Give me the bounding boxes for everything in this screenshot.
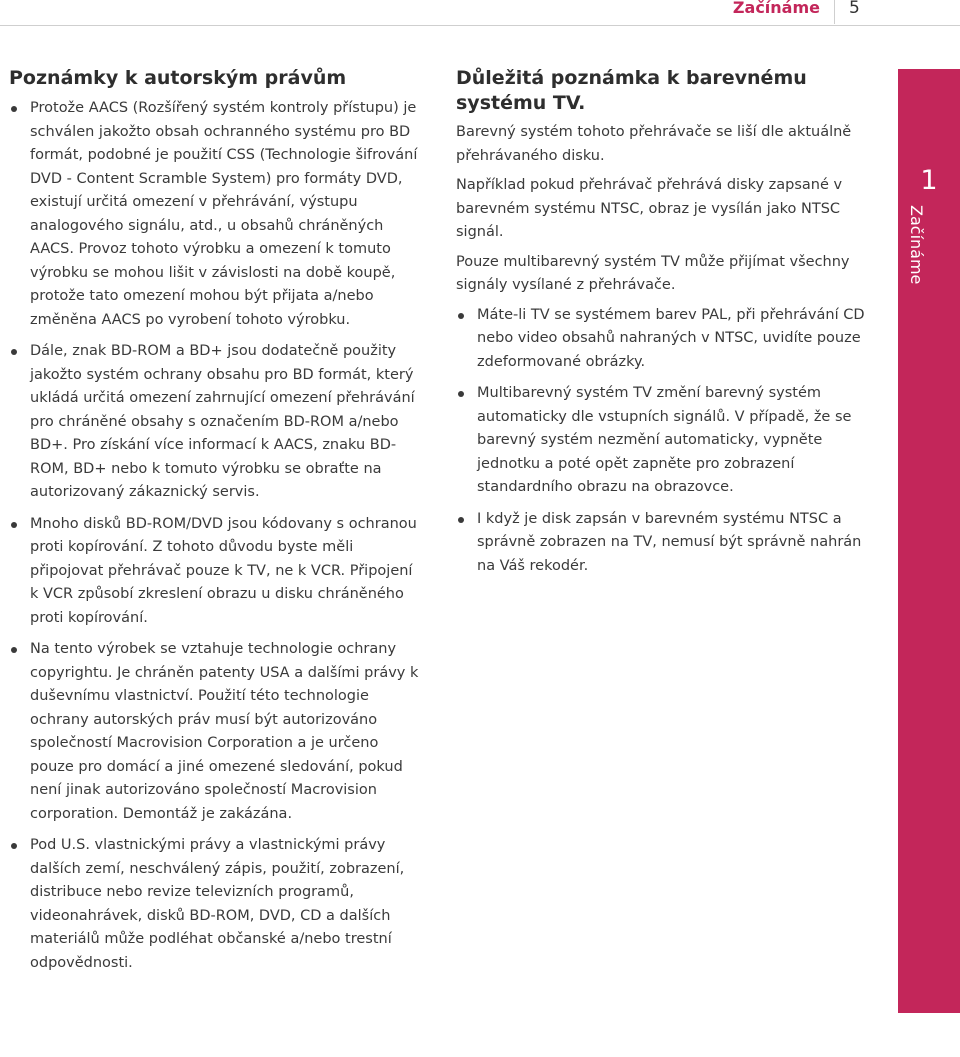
header-section-title: Začínáme [732, 0, 820, 17]
chapter-number: 1 [920, 165, 938, 196]
header-rule [0, 25, 960, 26]
list-item: Na tento výrobek se vztahuje technologie ochrany copyrightu. Je chráněn patenty USA a dalšími právy k duševnímu vlastnictví. Použití této technologie ochrany autorských práv musí být autorizováno společností Macrovision Corporation a je určeno pouze pro domácí a jiné omezené sledování, pokud není jinak autorizováno společností Macrovision corporation. Demontáž je zakázána. [9, 638, 421, 826]
tv-color-system-list [456, 304, 868, 579]
list-item: Pod U.S. vlastnickými právy a vlastnickými právy dalších zemí, neschválený zápis, použití, zobrazení, distribuce nebo revize televizních programů, videonahrávek, disků BD-ROM, DVD, CD a dalších materiálů může podléhat občanské a/nebo trestní odpovědnosti. [9, 834, 421, 975]
list-item: Dále, znak BD-ROM a BD+ jsou dodatečně použity jakožto systém ochrany obsahu pro BD formát, který ukládá určitá omezení zahrnující omezení přehrávání pro chráněné obsahy s označením BD-ROM a/nebo BD+. Pro získání více informací k AACS, znaku BD-ROM, BD+ nebo k tomuto výrobku se obraťte na autorizovaný zákaznický servis. [9, 340, 421, 505]
chapter-label: Začínáme [907, 205, 926, 285]
list-item: Máte-li TV se systémem barev PAL, při přehrávání CD nebo video obsahů nahraných v NTSC, uvidíte pouze zdeformované obrázky. [456, 304, 868, 375]
paragraph: Například pokud přehrávač přehrává disky zapsané v barevném systému NTSC, obraz je vysílán jako NTSC signál. [456, 177, 843, 240]
chapter-side-tab [898, 69, 960, 1013]
page-number: 5 [849, 0, 860, 18]
copyright-notes-list [9, 97, 421, 975]
copyright-notes-heading: Poznámky k autorským právům [9, 67, 347, 89]
list-item: Multibarevný systém TV změní barevný systém automaticky dle vstupních signálů. V případě, že se barevný systém nezmění automaticky, vypněte jednotku a poté opět zapněte pro zobrazení standardního obrazu na obrazovce. [456, 382, 868, 500]
list-item: I když je disk zapsán v barevném systému NTSC a správně zobrazen na TV, nemusí být správně nahrán na Váš rekodér. [456, 508, 868, 579]
list-item: Mnoho disků BD-ROM/DVD jsou kódovany s ochranou proti kopírování. Z tohoto důvodu byste měli připojovat přehrávač pouze k TV, ne k VCR. Připojení k VCR způsobí zkreslení obrazu u disku chráněného proti kopírování. [9, 513, 421, 631]
tv-color-system-section [456, 66, 868, 586]
paragraph: Pouze multibarevný systém TV může přijímat všechny signály vysílané z přehrávače. [456, 253, 850, 293]
page-header [0, 0, 960, 26]
paragraph: Barevný systém tohoto přehrávače se liší dle aktuálně přehrávaného disku. [456, 124, 852, 164]
copyright-notes-section [9, 66, 421, 983]
list-item: Protože AACS (Rozšířený systém kontroly přístupu) je schválen jakožto obsah ochranného systému pro BD formát, podobné je použití CSS (Technologie šifrování DVD - Content Scramble System) pro formáty DVD, existují určitá omezení v přehrávání, výstupu analogového signálu, atd., u obsahů chráněných AACS. Provoz tohoto výrobku a omezení k tomuto výrobku se mohou lišit v závislosti na době koupě, protože tato omezení mohou být přijata a/nebo změněna AACS po vyrobení tohoto výrobku. [9, 97, 421, 332]
header-divider [834, 0, 835, 24]
tv-color-system-heading: Důležitá poznámka k barevnému systému TV. [456, 67, 807, 114]
